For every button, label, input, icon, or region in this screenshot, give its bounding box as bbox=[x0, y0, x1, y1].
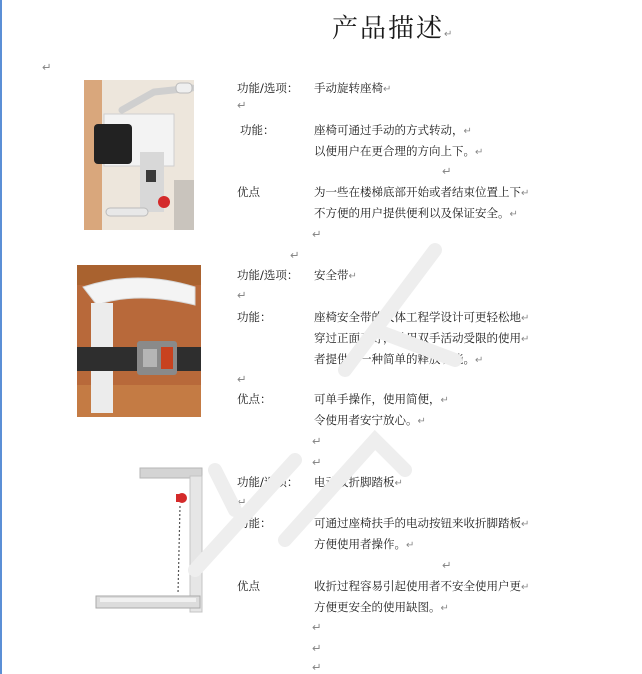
function-line: 方便使用者操作。↵ bbox=[314, 537, 415, 551]
option-label: 功能/选项： bbox=[237, 268, 299, 282]
function-line: 以便用户在更合理的方向上下。↵ bbox=[314, 144, 484, 158]
seat-belt-photo bbox=[77, 265, 201, 417]
paragraph-mark: ↵ bbox=[237, 495, 247, 509]
paragraph-mark: ↵ bbox=[312, 620, 322, 634]
paragraph-mark: ↵ bbox=[237, 98, 247, 112]
paragraph-mark: ↵ bbox=[312, 455, 322, 469]
advantage-label: 优点 bbox=[237, 579, 260, 593]
option-value: 安全带↵ bbox=[314, 268, 357, 282]
advantage-label: 优点 bbox=[237, 185, 260, 199]
advantage-line: 方便更安全的使用缺图。↵ bbox=[314, 600, 449, 614]
paragraph-mark: ↵ bbox=[312, 227, 322, 241]
paragraph-mark: ↵ bbox=[312, 434, 322, 448]
paragraph-mark: ↵ bbox=[290, 248, 300, 262]
advantage-line: 令使用者安宁放心。↵ bbox=[314, 413, 426, 427]
advantage-label: 优点： bbox=[237, 392, 272, 406]
function-label: 功能： bbox=[237, 310, 272, 324]
paragraph-mark: ↵ bbox=[312, 641, 322, 655]
paragraph-mark: ↵ bbox=[312, 660, 322, 674]
function-line: 穿过正面系好，并用双手活动受限的使用↵ bbox=[314, 331, 530, 345]
function-line: 可通过座椅扶手的电动按钮来收折脚踏板↵ bbox=[314, 516, 530, 530]
function-line: 者提供了一种简单的释放功能。↵ bbox=[314, 352, 484, 366]
function-line: 座椅安全带的人体工程学设计可更轻松地↵ bbox=[314, 310, 530, 324]
function-line: 座椅可通过手动的方式转动，↵ bbox=[314, 123, 472, 137]
advantage-line: 为一些在楼梯底部开始或者结束位置上下↵ bbox=[314, 185, 530, 199]
option-value: 手动旋转座椅↵ bbox=[314, 81, 392, 95]
paragraph-mark: ↵ bbox=[42, 60, 52, 74]
option-value: 电动收折脚踏板↵ bbox=[314, 475, 403, 489]
function-label: 功能： bbox=[237, 516, 272, 530]
paragraph-mark: ↵ bbox=[237, 372, 247, 386]
option-label: 功能/选项： bbox=[237, 81, 299, 95]
advantage-line: 收折过程容易引起使用者不安全使用户更↵ bbox=[314, 579, 530, 593]
paragraph-mark: ↵ bbox=[442, 558, 452, 572]
paragraph-mark: ↵ bbox=[237, 288, 247, 302]
page-border bbox=[0, 0, 2, 674]
option-label: 功能/选项： bbox=[237, 475, 299, 489]
paragraph-mark: ↵ bbox=[442, 164, 452, 178]
advantage-line: 可单手操作，使用简便，↵ bbox=[314, 392, 449, 406]
advantage-line: 不方便的用户提供便利以及保证安全。↵ bbox=[314, 206, 518, 220]
function-label: 功能： bbox=[240, 123, 275, 137]
page-title: 产品描述↵ bbox=[332, 14, 455, 44]
folding-footrest-photo bbox=[92, 466, 208, 614]
rotating-seat-photo bbox=[84, 80, 194, 230]
